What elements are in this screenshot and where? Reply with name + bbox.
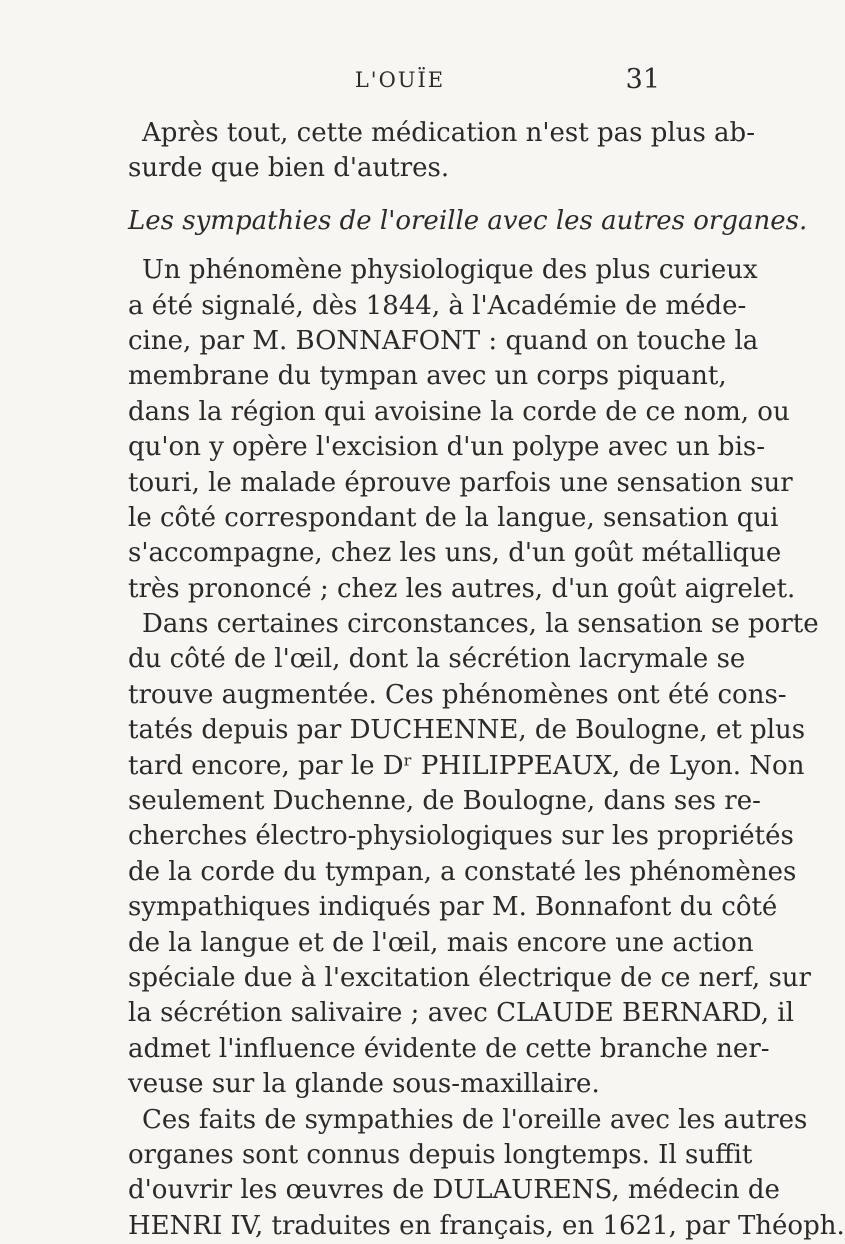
- text-line: admet l'influence évidente de cette branche ner-: [128, 1033, 770, 1064]
- text-line: tard encore, par le Dʳ PHILIPPEAUX, de Lyon. Non: [128, 750, 805, 781]
- body-text: [128, 116, 845, 1244]
- text-line: a été signalé, dès 1844, à l'Académie de méde-: [128, 290, 747, 321]
- text-line: très prononcé ; chez les autres, d'un goût aigrelet.: [128, 573, 796, 604]
- text-line: HENRI IV, traduites en français, en 1621, par Théoph.: [128, 1210, 845, 1241]
- page-number: 31: [625, 64, 660, 95]
- text-line: de la langue et de l'œil, mais encore une action: [128, 927, 754, 958]
- text-line: sympathiques indiqués par M. Bonnafont du côté: [128, 892, 778, 923]
- text-line: le côté correspondant de la langue, sensation qui: [128, 502, 779, 533]
- text-line: cine, par M. BONNAFONT : quand on touche la: [128, 325, 759, 356]
- text-line: dans la région qui avoisine la corde de ce nom, ou: [128, 396, 790, 427]
- text-line: cherches électro-physiologiques sur les propriétés: [128, 821, 794, 852]
- text-line: veuse sur la glande sous-maxillaire.: [128, 1069, 600, 1100]
- text-line: Un phénomène physiologique des plus curieux: [142, 255, 758, 286]
- text-line: touri, le malade éprouve parfois une sensation sur: [128, 467, 793, 498]
- text-line: organes sont connus depuis longtemps. Il suffit: [128, 1139, 753, 1170]
- text-line: de la corde du tympan, a constaté les phénomènes: [128, 856, 797, 887]
- text-line: du côté de l'œil, dont la sécrétion lacrymale se: [128, 644, 746, 675]
- text-line: tatés depuis par DUCHENNE, de Boulogne, et plus: [128, 715, 806, 746]
- text-line: seulement Duchenne, de Boulogne, dans ses re-: [128, 786, 761, 817]
- running-head: [0, 62, 800, 102]
- section-heading: Les sympathies de l'oreille avec les autres organes.: [128, 205, 808, 236]
- text-line: s'accompagne, chez les uns, d'un goût métallique: [128, 538, 782, 569]
- text-line: Ces faits de sympathies de l'oreille avec les autres: [142, 1104, 808, 1135]
- text-line: trouve augmentée. Ces phénomènes ont été cons-: [128, 679, 787, 710]
- text-line: membrane du tympan avec un corps piquant,: [128, 361, 727, 392]
- text-line: Dans certaines circonstances, la sensation se porte: [142, 609, 819, 640]
- text-line: qu'on y opère l'excision d'un polype avec un bis-: [128, 432, 766, 463]
- text-line: surde que bien d'autres.: [128, 153, 450, 184]
- text-line: la sécrétion salivaire ; avec CLAUDE BERNARD, il: [128, 998, 794, 1029]
- text-line: Après tout, cette médication n'est pas plus ab-: [142, 118, 755, 148]
- text-line: spéciale due à l'excitation électrique de ce nerf, sur: [128, 962, 811, 993]
- text-line: d'ouvrir les œuvres de DULAURENS, médecin de: [128, 1175, 780, 1206]
- running-title: L'OUÏE: [354, 68, 446, 92]
